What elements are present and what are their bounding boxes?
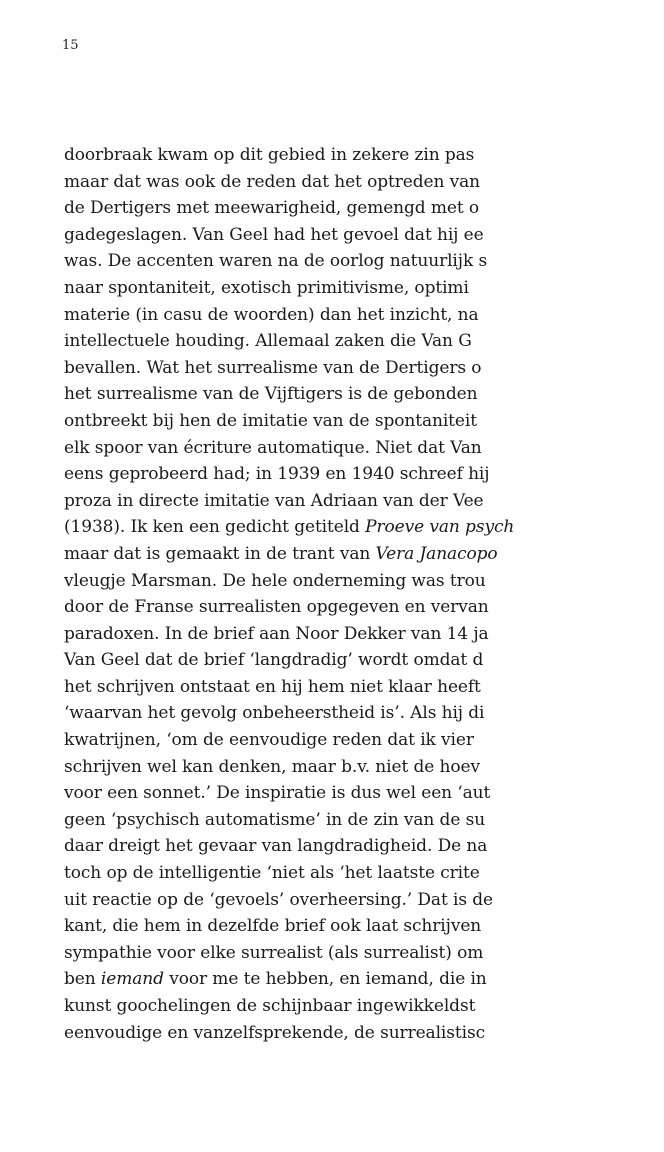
text-segment: uit reactie op de ‘gevoels’ overheersing.’ Dat is de: [64, 889, 494, 910]
italic-title-text: Vera Janacopo: [375, 543, 498, 564]
text-segment: geen ‘psychisch automatisme’ in de zin van de su: [64, 809, 486, 830]
text-segment: gadegeslagen. Van Geel had het gevoel dat hij ee: [64, 224, 484, 245]
text-line: [64, 435, 664, 462]
text-segment: het schrijven ontstaat en hij hem niet klaar heeft: [64, 676, 481, 697]
text-segment: sympathie voor elke surrealist (als surrealist) om: [64, 942, 484, 963]
text-segment: proza in directe imitatie van Adriaan van der Vee: [64, 490, 484, 511]
text-line: [64, 408, 664, 435]
text-segment: schrijven wel kan denken, maar b.v. niet de hoev: [64, 756, 480, 777]
text-segment: Van Geel dat de brief ‘langdradig’ wordt omdat d: [64, 650, 484, 671]
text-segment: vleugje Marsman. De hele onderneming was trou: [64, 570, 486, 591]
text-line: [64, 328, 664, 355]
text-line: [64, 833, 664, 860]
body-text: [64, 142, 664, 1046]
text-segment: ontbreekt bij hen de imitatie van de spontaniteit: [64, 410, 477, 431]
italic-title-text: iemand: [100, 969, 164, 990]
text-segment: kunst goochelingen de schijnbaar ingewikkeldst: [64, 996, 476, 1016]
text-segment: de Dertigers met meewarigheid, gemengd met o: [64, 198, 480, 219]
text-segment: daar dreigt het gevaar van langdradigheid. De na: [64, 836, 488, 857]
italic-title-text: Proeve van psych: [365, 517, 515, 538]
text-segment: paradoxen. In de brief aan Noor Dekker van 14 ja: [64, 623, 489, 644]
text-line: [64, 381, 664, 408]
text-segment: door de Franse surrealisten opgegeven en vervan: [64, 597, 489, 618]
text-segment: doorbraak kwam op dit gebied in zekere zin pas: [64, 145, 475, 165]
text-line: [64, 807, 664, 834]
text-segment: het surrealisme van de Vijftigers is de gebonden: [64, 384, 478, 405]
text-line: [64, 488, 664, 515]
text-line: [64, 674, 664, 701]
text-segment: maar dat was ook de reden dat het optreden van: [64, 171, 481, 192]
text-line: [64, 727, 664, 754]
text-line: [64, 541, 664, 568]
text-line: [64, 860, 664, 887]
text-line: [64, 169, 664, 196]
text-line: [64, 966, 664, 993]
text-line: [64, 248, 664, 275]
text-segment: naar spontaniteit, exotisch primitivisme, optimi: [64, 277, 469, 298]
text-line: [64, 275, 664, 302]
text-line: [64, 754, 664, 781]
text-segment: was. De accenten waren na de oorlog natuurlijk s: [64, 251, 488, 272]
text-segment: toch op de intelligentie ‘niet als ‘het laatste crite: [64, 863, 480, 884]
text-line: [64, 993, 664, 1020]
text-segment: kwatrijnen, ‘om de eenvoudige reden dat ik vier: [64, 730, 474, 751]
text-segment: materie (in casu de woorden) dan het inzicht, na: [64, 304, 479, 325]
text-line: [64, 142, 664, 169]
text-segment: ben: [64, 969, 101, 990]
text-line: [64, 621, 664, 648]
text-segment: intellectuele houding. Allemaal zaken die Van G: [64, 331, 472, 352]
text-line: [64, 780, 664, 807]
text-line: [64, 1020, 664, 1047]
text-segment: kant, die hem in dezelfde brief ook laat schrijven: [64, 916, 482, 937]
text-line: [64, 913, 664, 940]
page-number: 15: [62, 38, 79, 53]
text-line: [64, 222, 664, 249]
text-line: [64, 940, 664, 967]
text-line: [64, 647, 664, 674]
text-segment: ‘waarvan het gevolg onbeheerstheid is’. Als hij di: [64, 703, 485, 724]
text-segment: bevallen. Wat het surrealisme van de Dertigers o: [64, 357, 482, 378]
text-segment: maar dat is gemaakt in de trant van: [64, 543, 376, 564]
text-segment: (1938). Ik ken een gedicht getiteld: [64, 517, 366, 538]
text-line: [64, 594, 664, 621]
text-line: [64, 514, 664, 541]
text-line: [64, 355, 664, 382]
text-segment: eens geprobeerd had; in 1939 en 1940 schreef hij: [64, 464, 490, 485]
text-segment: elk spoor van écriture automatique. Niet dat Van: [64, 437, 482, 458]
text-line: [64, 302, 664, 329]
text-line: [64, 887, 664, 914]
text-line: [64, 461, 664, 488]
text-segment: eenvoudige en vanzelfsprekende, de surrealistisc: [64, 1022, 486, 1043]
text-segment: voor me te hebben, en iemand, die in: [163, 969, 487, 990]
text-segment: voor een sonnet.’ De inspiratie is dus wel een ‘aut: [64, 783, 491, 804]
text-line: [64, 568, 664, 595]
text-line: [64, 700, 664, 727]
text-line: [64, 195, 664, 222]
